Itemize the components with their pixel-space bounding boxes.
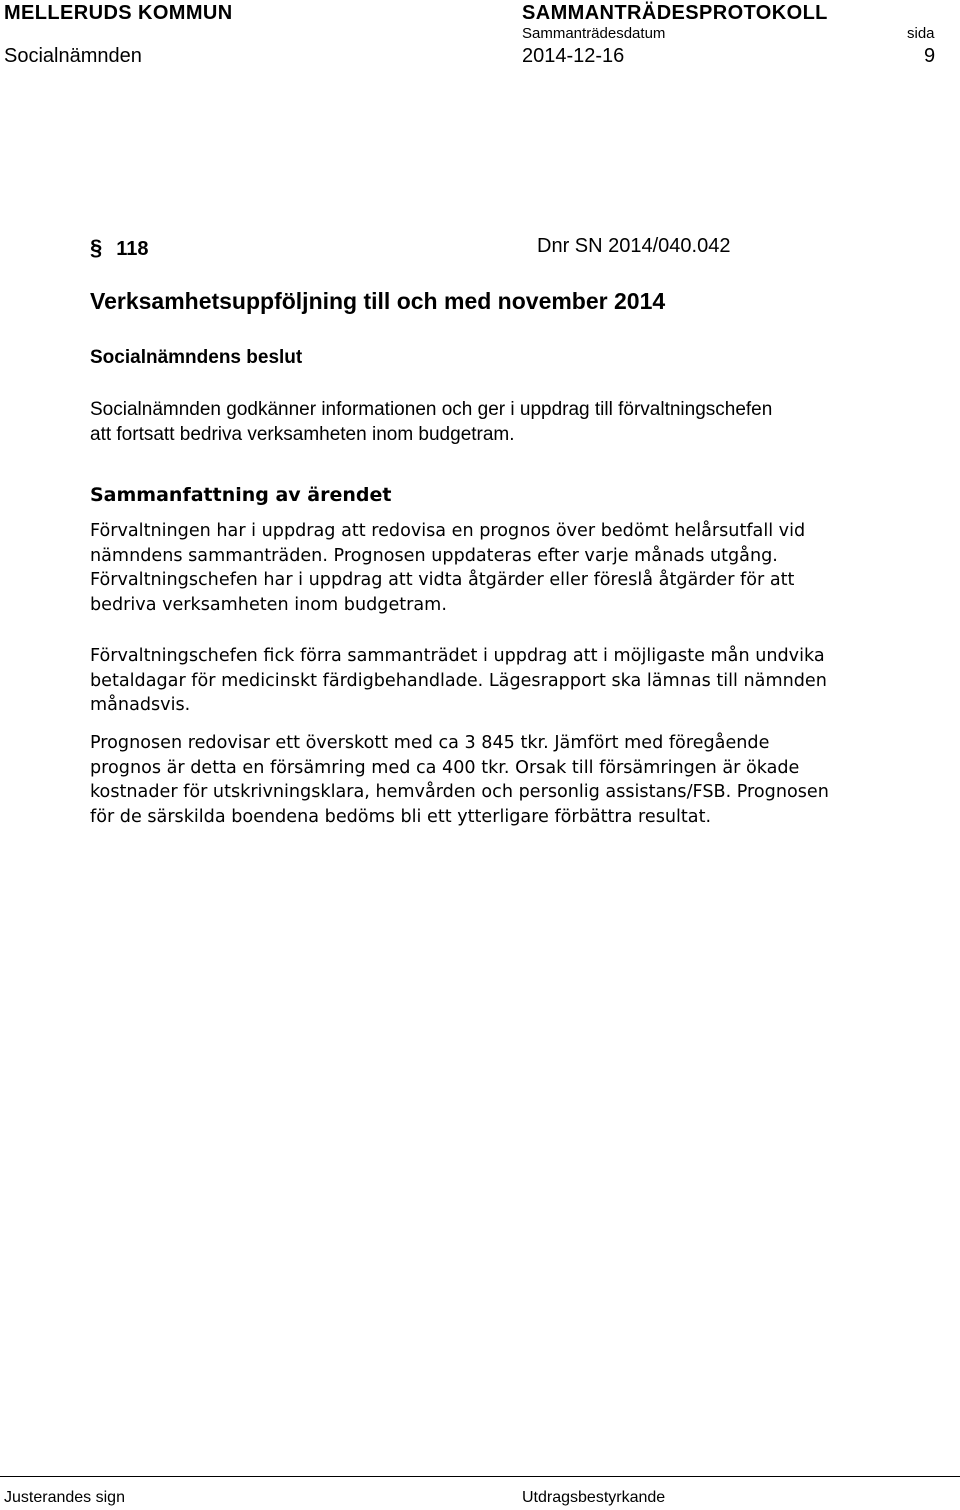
document-type: SAMMANTRÄDESPROTOKOLL xyxy=(522,2,828,24)
case-number: Dnr SN 2014/040.042 xyxy=(537,235,731,257)
section-sign: § xyxy=(90,235,103,260)
committee-name: Socialnämnden xyxy=(4,45,142,67)
page-footer xyxy=(0,1476,960,1510)
page-label: sida xyxy=(907,25,935,42)
decision-heading: Socialnämndens beslut xyxy=(90,347,303,368)
summary-line: kostnader för utskrivningsklara, hemvården och personlig assistans/FSB. Prognosen xyxy=(90,782,829,802)
summary-paragraph-1 xyxy=(90,519,950,617)
summary-heading: Sammanfattning av ärendet xyxy=(90,484,392,506)
decision-line: att fortsatt bedriva verksamheten inom budgetram. xyxy=(90,423,515,445)
decision-line: Socialnämnden godkänner informationen och ger i uppdrag till förvaltningschefen xyxy=(90,399,773,420)
summary-line: Förvaltningschefen har i uppdrag att vidta åtgärder eller föreslå åtgärder för att xyxy=(90,570,795,590)
extract-certification-label: Utdragsbestyrkande xyxy=(522,1489,666,1506)
page-title: Verksamhetsuppföljning till och med november 2014 xyxy=(90,288,666,314)
decision-text xyxy=(90,398,950,447)
summary-line: betaldagar för medicinskt färdigbehandlade. Lägesrapport ska lämnas till nämnden xyxy=(90,670,827,691)
page-number: 9 xyxy=(924,45,936,67)
summary-line: Förvaltningschefen fick förra sammanträdet i uppdrag att i möjligaste mån undvika xyxy=(90,646,825,666)
summary-line: månadsvis. xyxy=(90,695,191,715)
summary-line: Prognosen redovisar ett överskott med ca 3 845 tkr. Jämfört med föregående xyxy=(90,733,770,753)
paragraph-number: 118 xyxy=(116,238,149,260)
date-label: Sammanträdesdatum xyxy=(522,25,666,42)
organization-name: MELLERUDS KOMMUN xyxy=(4,2,233,24)
summary-line: prognos är detta en försämring med ca 400 tkr. Orsak till försämringen är ökade xyxy=(90,757,800,778)
footer-divider xyxy=(0,1476,960,1477)
summary-paragraph-2 xyxy=(90,644,950,718)
meeting-date: 2014-12-16 xyxy=(522,45,625,67)
summary-line: bedriva verksamheten inom budgetram. xyxy=(90,594,447,615)
summary-line: nämndens sammanträden. Prognosen uppdateras efter varje månads utgång. xyxy=(90,545,778,566)
summary-line: för de särskilda boendena bedöms bli ett ytterligare förbättra resultat. xyxy=(90,806,712,827)
adjuster-signature-label: Justerandes sign xyxy=(4,1489,125,1506)
summary-line: Förvaltningen har i uppdrag att redovisa en prognos över bedömt helårsutfall vid xyxy=(90,521,806,541)
paragraph-heading xyxy=(90,235,149,261)
summary-paragraph-3 xyxy=(90,731,950,829)
